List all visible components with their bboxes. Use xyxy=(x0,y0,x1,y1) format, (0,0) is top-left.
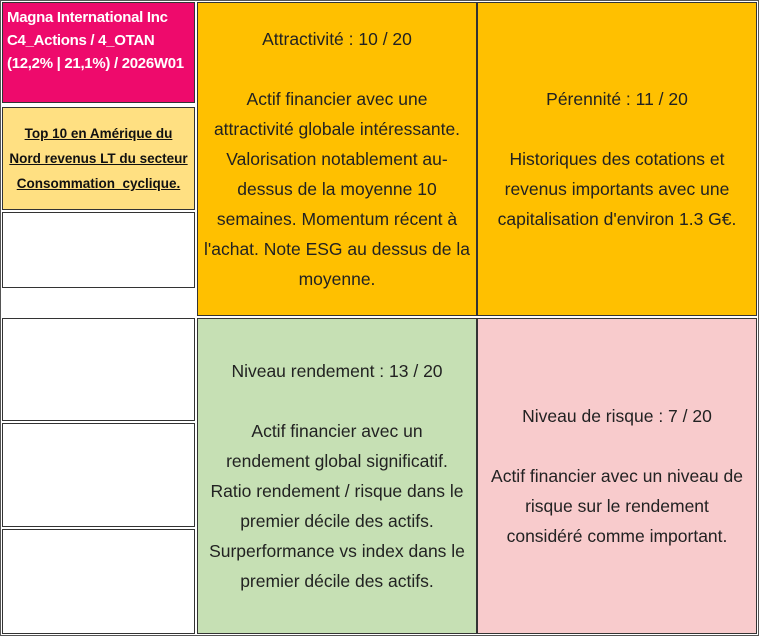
top10-line: Nord revenus LT du secteur xyxy=(9,151,188,166)
rendement-panel xyxy=(197,318,477,634)
blank-cell xyxy=(2,318,195,421)
asset-name: Magna International Inc xyxy=(7,9,168,26)
text-line: moyenne. xyxy=(298,269,376,289)
top10-line: Top 10 en Amérique du xyxy=(24,126,173,141)
text-line: Valorisation notablement au- xyxy=(226,149,448,169)
risque-panel xyxy=(477,318,757,634)
text-line: considéré comme important. xyxy=(506,526,728,546)
text-line: Actif financier avec un niveau de xyxy=(491,466,743,486)
asset-category: C4_Actions / 4_OTAN xyxy=(7,32,155,49)
blank-cell xyxy=(2,423,195,527)
text-line: Actif financier avec une xyxy=(246,89,428,109)
risque-title: Niveau de risque : 7 / 20 xyxy=(522,406,712,426)
text-line: premier décile des actifs. xyxy=(240,571,434,591)
attractivite-panel xyxy=(197,2,477,316)
blank-cell xyxy=(2,212,195,288)
risque-text xyxy=(491,461,743,551)
text-line: Surperformance vs index dans le xyxy=(209,541,465,561)
text-line: premier décile des actifs. xyxy=(240,511,434,531)
asset-header xyxy=(2,2,195,103)
text-line: risque sur le rendement xyxy=(525,496,709,516)
text-line: Actif financier avec un xyxy=(251,421,423,441)
rendement-text xyxy=(209,416,465,596)
text-line: l'achat. Note ESG au dessus de la xyxy=(204,239,470,259)
text-line: rendement global significatif. xyxy=(226,451,448,471)
text-line: attractivité globale intéressante. xyxy=(213,119,461,139)
perennite-panel xyxy=(477,2,757,316)
blank-cell xyxy=(2,529,195,634)
rendement-title: Niveau rendement : 13 / 20 xyxy=(231,361,443,381)
text-line: semaines. Momentum récent à xyxy=(216,209,458,229)
text-line: Ratio rendement / risque dans le xyxy=(210,481,464,501)
asset-stats: (12,2% | 21,1%) / 2026W01 xyxy=(7,55,184,72)
text-line: Historiques des cotations et xyxy=(509,149,725,169)
attractivite-title: Attractivité : 10 / 20 xyxy=(262,29,412,49)
text-line: capitalisation d'environ 1.3 G€. xyxy=(497,209,737,229)
text-line: dessus de la moyenne 10 xyxy=(237,179,437,199)
attractivite-text xyxy=(204,84,470,294)
top10-badge xyxy=(2,107,195,210)
perennite-title: Pérennité : 11 / 20 xyxy=(546,89,688,109)
perennite-text xyxy=(498,144,737,234)
text-line: revenus importants avec une xyxy=(504,179,730,199)
top10-line: Consommation_cyclique. xyxy=(16,176,181,191)
